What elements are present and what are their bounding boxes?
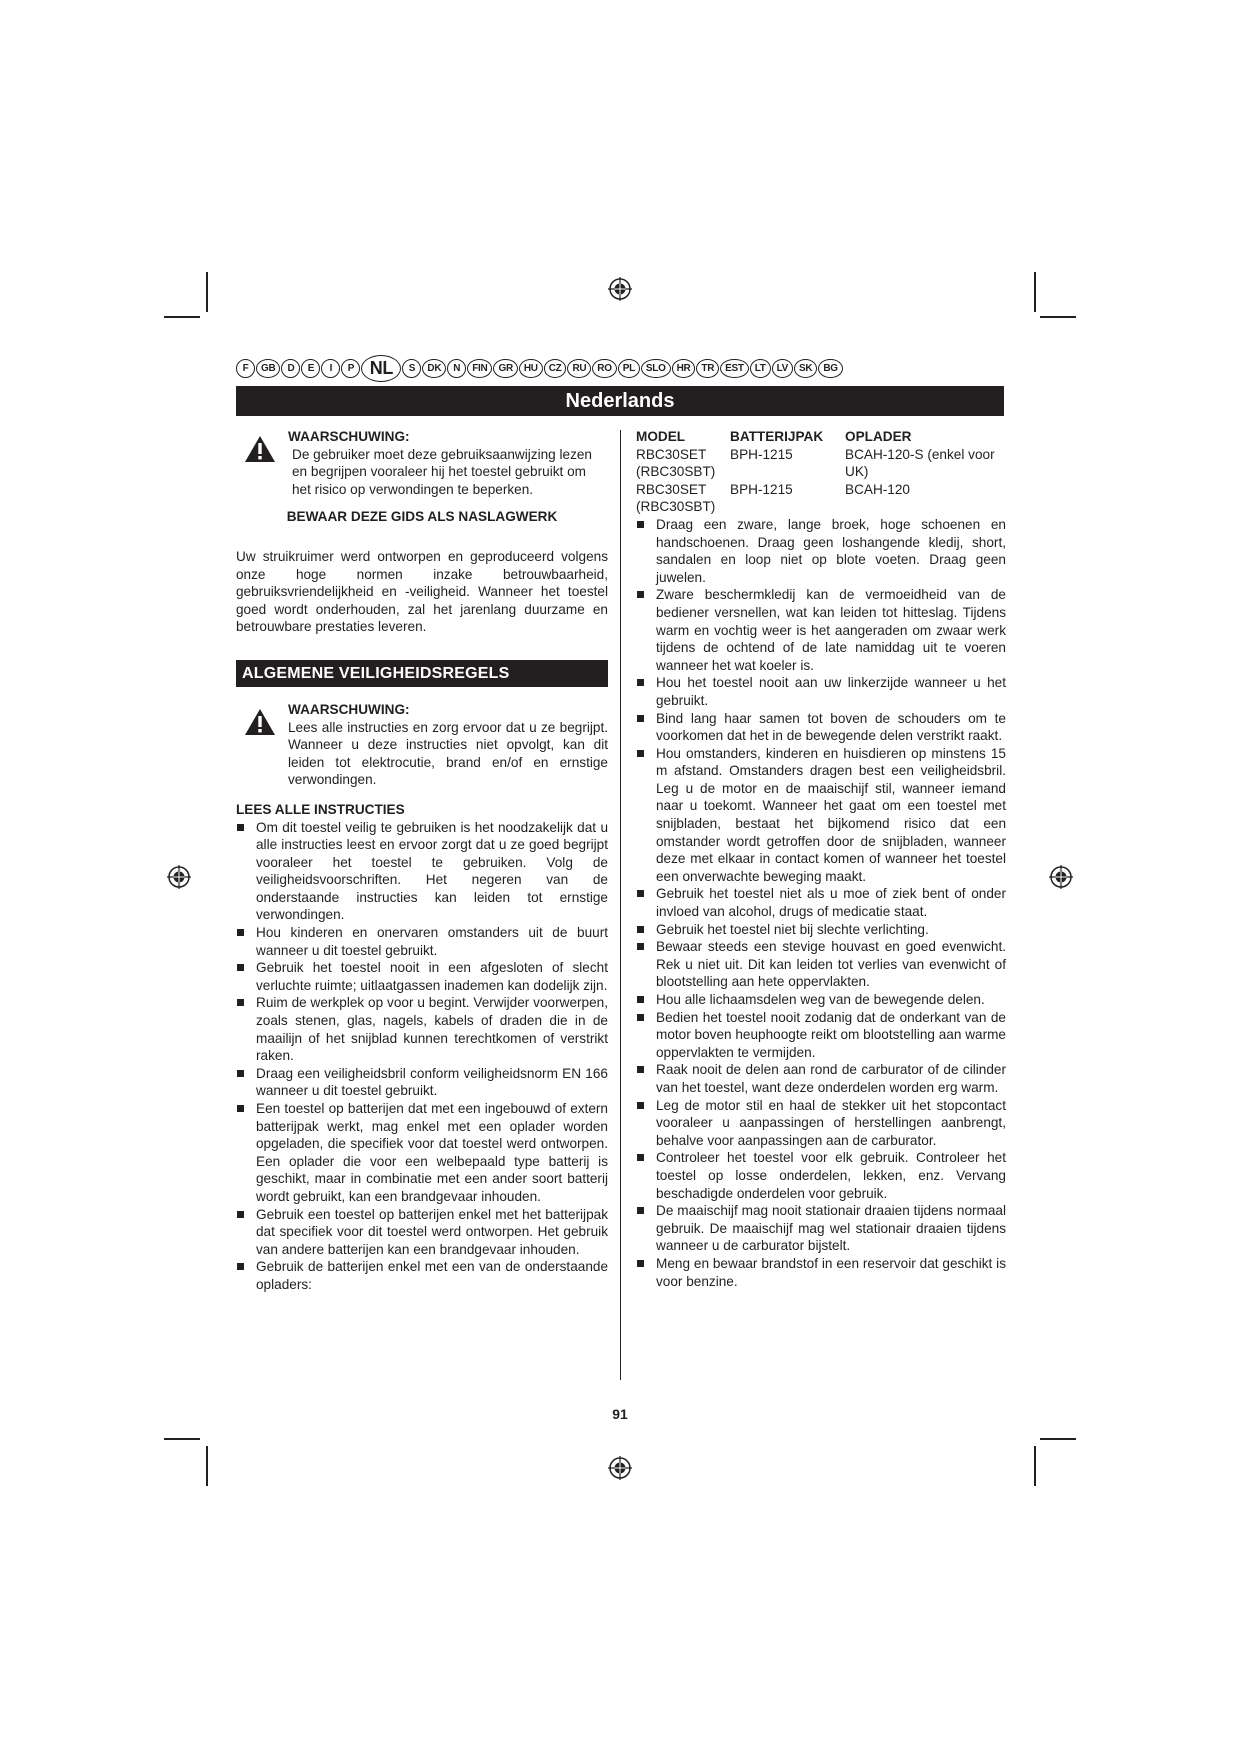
- crop-mark-top-left-vertical: [206, 272, 208, 312]
- crop-mark-top-left-horizontal: [164, 316, 200, 318]
- language-tab-i[interactable]: I: [321, 359, 340, 378]
- table-row: [636, 446, 1005, 481]
- list-item: [636, 921, 1006, 939]
- list-item: [636, 710, 1006, 745]
- list-item-text: Gebruik het toestel niet bij slechte verlichting.: [656, 921, 929, 937]
- bullet-square-icon: [237, 929, 244, 936]
- list-item: [636, 991, 1006, 1009]
- list-item-text: Bewaar steeds een stevige houvast en goed evenwicht. Rek u niet uit. Dit kan leiden tot verlies van evenwicht of blootstelling aan hete oppervlakten.: [656, 939, 1006, 990]
- section-warning: [236, 701, 608, 789]
- page-title-text: Nederlands: [565, 389, 675, 412]
- list-item: [636, 674, 1006, 709]
- intro-warning-text: De gebruiker moet deze gebruiksaanwijzing lezen en begrijpen vooraleer hij het toestel gebruikt om het risico op verwondingen te beperken.: [292, 446, 592, 497]
- bullet-square-icon: [637, 1102, 644, 1109]
- page-number: 91: [612, 1406, 628, 1422]
- language-tab-s[interactable]: S: [402, 359, 421, 378]
- bullet-square-icon: [637, 521, 644, 528]
- table-cell: RBC30SET (RBC30SBT): [636, 481, 716, 515]
- model-table-header-cell: OPLADER: [845, 429, 912, 444]
- list-item-text: Meng en bewaar brandstof in een reservoir dat geschikt is voor benzine.: [656, 1255, 1006, 1289]
- crop-mark-bottom-left-horizontal: [164, 1438, 200, 1440]
- table-row: [636, 481, 1005, 516]
- bullet-square-icon: [637, 591, 644, 598]
- language-tab-f[interactable]: F: [236, 359, 255, 378]
- list-item: [236, 924, 608, 959]
- language-tab-fin[interactable]: FIN: [467, 359, 492, 378]
- list-item: [236, 1206, 608, 1259]
- bullet-square-icon: [637, 1014, 644, 1021]
- list-item-text: Bedien het toestel nooit zodanig dat de onderkant van de motor boven heuphoogte reikt om blootstelling aan warme oppervlakten te vermijden.: [656, 1009, 1006, 1060]
- list-item-text: Hou omstanders, kinderen en huisdieren op minstens 15 m afstand. Omstanders dragen best een veiligheidsbril. Leg u de motor en de maaischijf stil, wanneer iemand naar u toekomt. Wanneer het gaat om een toestel met snijbladen, bestaat het bijkomend risico dat een omstander wordt getroffen door de snijbladen, wanneer deze met elkaar in contact komen of wanneer het toestel een onverwachte beweging maakt.: [656, 745, 1006, 884]
- language-tab-gr[interactable]: GR: [493, 359, 517, 378]
- list-item-text: Zware beschermkledij kan de vermoeidheid van de bediener versnellen, wat kan leiden tot hitteslag. Tijdens warm en vochtig weer is het aangeraden om zwaar werk tijdens de ochtend of de late namiddag uit te voeren wanneer het wat koeler is.: [656, 587, 1006, 673]
- page-title: [236, 386, 1004, 416]
- list-item: [636, 1097, 1006, 1150]
- warning-triangle-icon: [244, 435, 276, 463]
- list-item: [636, 1202, 1006, 1255]
- language-tab-d[interactable]: D: [281, 359, 300, 378]
- list-item: [236, 1258, 608, 1293]
- list-item: [236, 1065, 608, 1100]
- language-tab-pl[interactable]: PL: [618, 359, 640, 378]
- list-item-text: Gebruik het toestel niet als u moe of ziek bent of onder invloed van alcohol, drugs of medicatie staat.: [656, 886, 1006, 920]
- list-item-text: Ruim de werkplek op voor u begint. Verwijder voorwerpen, zoals stenen, glas, nagels, kabels of draden die in de maailijn of het snijblad kunnen terechtkomen of verstrikt raken.: [256, 995, 608, 1064]
- table-cell: BCAH-120-S (enkel voor UK): [845, 446, 995, 480]
- list-item-text: Hou het toestel nooit aan uw linkerzijde wanneer u het gebruikt.: [656, 675, 1006, 708]
- table-cell: RBC30SET (RBC30SBT): [636, 446, 716, 480]
- language-tab-est[interactable]: EST: [720, 359, 749, 378]
- bullet-square-icon: [237, 964, 244, 971]
- list-item-text: Gebruik de batterijen enkel met een van de onderstaande opladers:: [256, 1259, 608, 1292]
- list-item-text: Draag een veiligheidsbril conform veiligheidsnorm EN 166 wanneer u dit toestel gebruikt.: [256, 1065, 608, 1099]
- bullet-square-icon: [637, 926, 644, 933]
- section-heading: [236, 660, 608, 687]
- section-warning-title: WAARSCHUWING:: [288, 701, 410, 717]
- bullet-square-icon: [637, 1260, 644, 1267]
- crop-mark-bottom-left-vertical: [206, 1446, 208, 1486]
- bullet-square-icon: [637, 890, 644, 897]
- registration-mark-icon: [1049, 865, 1073, 889]
- list-item: [236, 959, 608, 994]
- language-tab-ru[interactable]: RU: [567, 359, 591, 378]
- bullet-square-icon: [637, 679, 644, 686]
- intro-warning-title: WAARSCHUWING:: [288, 429, 410, 444]
- model-table: [636, 428, 1005, 516]
- list-item-text: Hou kinderen en onervaren omstanders uit de buurt wanneer u dit toestel gebruikt.: [256, 925, 608, 958]
- left-column: [236, 428, 608, 1294]
- list-item: [636, 938, 1006, 991]
- list-item-text: Gebruik het toestel nooit in een afgesloten of slecht verluchte ruimte; uitlaatgassen inademen kan dodelijk zijn.: [256, 960, 608, 993]
- language-tab-hr[interactable]: HR: [672, 359, 696, 378]
- model-table-header-cell: MODEL: [636, 429, 686, 444]
- language-tab-n[interactable]: N: [447, 359, 466, 378]
- bullet-square-icon: [237, 1211, 244, 1218]
- language-tab-bg[interactable]: BG: [818, 359, 842, 378]
- list-item-text: Controleer het toestel voor elk gebruik. Controleer het toestel op losse onderdelen, lekken, enz. Vervang beschadigde onderdelen voor gebruik.: [656, 1150, 1006, 1201]
- language-tab-lt[interactable]: LT: [750, 359, 771, 378]
- list-item: [636, 1009, 1006, 1062]
- list-item: [636, 586, 1006, 674]
- crop-mark-top-right-horizontal: [1040, 316, 1076, 318]
- column-divider: [620, 430, 621, 1380]
- crop-mark-bottom-right-vertical: [1034, 1446, 1036, 1486]
- language-tab-hu[interactable]: HU: [519, 359, 543, 378]
- section-warning-text: Lees alle instructies en zorg ervoor dat u ze begrijpt. Wanneer u deze instructies niet opvolgt, kan dit leiden tot elektrocutie, brand en/of en ernstige verwondingen.: [288, 719, 608, 788]
- bullet-square-icon: [237, 824, 244, 831]
- table-cell: BPH-1215: [730, 481, 793, 497]
- list-item: [636, 1149, 1006, 1202]
- intro-paragraph: Uw struikruimer werd ontworpen en geproduceerd volgens onze hoge normen inzake betrouwbaarheid, gebruiksvriendelijkheid en -veiligheid. Wanneer het toestel goed wordt onderhouden, zal het jarenlang duurzame en betrouwbare prestaties leveren.: [236, 548, 608, 635]
- registration-mark-icon: [167, 865, 191, 889]
- bullet-square-icon: [637, 1066, 644, 1073]
- language-tab-dk[interactable]: DK: [422, 359, 446, 378]
- language-tab-p[interactable]: P: [341, 359, 360, 378]
- language-selector-bar: [236, 353, 1006, 383]
- table-cell: BCAH-120: [845, 481, 910, 497]
- list-item: [636, 1061, 1006, 1096]
- list-item: [636, 885, 1006, 920]
- language-tab-tr[interactable]: TR: [696, 359, 719, 378]
- list-item: [636, 745, 1006, 886]
- language-tab-ro[interactable]: RO: [592, 359, 616, 378]
- language-tab-e[interactable]: E: [301, 359, 320, 378]
- bullet-square-icon: [637, 750, 644, 757]
- warning-triangle-icon: [244, 708, 276, 736]
- intro-warning: [236, 428, 608, 498]
- list-item-text: De maaischijf mag nooit stationair draaien tijdens normaal gebruik. De maaischijf mag wel stationair draaien tijdens wanneer u de carburator bijstelt.: [656, 1203, 1006, 1254]
- list-item-text: Bind lang haar samen tot boven de schouders om te voorkomen dat het in de bewegende delen verstrikt raakt.: [656, 710, 1006, 744]
- list-item-text: Gebruik een toestel op batterijen enkel met het batterijpak dat specifiek voor dit toestel werd ontworpen. Het gebruik van andere batterijen kan een brandgevaar inhouden.: [256, 1206, 608, 1257]
- language-tab-gb[interactable]: GB: [256, 359, 280, 378]
- bullet-square-icon: [637, 996, 644, 1003]
- registration-mark-icon: [608, 277, 632, 301]
- list-item-text: Draag een zware, lange broek, hoge schoenen en handschoenen. Draag geen loshangende kledij, short, sandalen en loop niet op blote voeten. Draag geen juwelen.: [656, 516, 1006, 585]
- language-tab-nl[interactable]: NL: [361, 355, 401, 382]
- language-tab-slo[interactable]: SLO: [641, 359, 671, 378]
- right-bullet-list: [636, 516, 1006, 1290]
- bullet-square-icon: [637, 943, 644, 950]
- model-table-header: [636, 428, 1005, 446]
- bullet-square-icon: [237, 999, 244, 1006]
- bullet-square-icon: [637, 715, 644, 722]
- section-heading-text: ALGEMENE VEILIGHEIDSREGELS: [242, 664, 510, 682]
- crop-mark-bottom-right-horizontal: [1040, 1438, 1076, 1440]
- keep-guide-notice: BEWAAR DEZE GIDS ALS NASLAGWERK: [286, 509, 558, 525]
- language-tab-lv[interactable]: LV: [772, 359, 793, 378]
- bullet-square-icon: [637, 1207, 644, 1214]
- model-table-header-cell: BATTERIJPAK: [730, 429, 824, 444]
- language-tab-cz[interactable]: CZ: [544, 359, 567, 378]
- list-item-text: Raak nooit de delen aan rond de carburator of de cilinder van het toestel, want deze onderdelen worden erg warm.: [656, 1062, 1006, 1095]
- bullet-square-icon: [237, 1263, 244, 1270]
- list-item: [636, 516, 1006, 586]
- list-item: [236, 819, 608, 925]
- bullet-square-icon: [237, 1070, 244, 1077]
- table-cell: BPH-1215: [730, 446, 793, 462]
- language-tab-sk[interactable]: SK: [794, 359, 817, 378]
- bullet-square-icon: [237, 1105, 244, 1112]
- right-column: [636, 428, 1006, 1290]
- list-item-text: Hou alle lichaamsdelen weg van de bewegende delen.: [656, 992, 985, 1007]
- list-item: [636, 1255, 1006, 1290]
- registration-mark-icon: [608, 1456, 632, 1480]
- list-item: [236, 1100, 608, 1206]
- list-item-text: Leg de motor stil en haal de stekker uit het stopcontact vooraleer u aanpassingen of herstellingen aanbrengt, behalve voor aanpassingen aan de carburator.: [656, 1097, 1006, 1148]
- crop-mark-top-right-vertical: [1034, 272, 1036, 312]
- list-item: [236, 994, 608, 1064]
- list-item-text: Een toestel op batterijen dat met een ingebouwd of extern batterijpak werkt, mag enkel met een oplader worden opgeladen, die specifiek voor dat toestel werd ontworpen. Een oplader die voor een welbepaald type batterij is geschikt, maar in combinatie met een ander soort batterij wordt gebruikt, kan een brandgevaar inhouden.: [256, 1101, 608, 1204]
- bullet-square-icon: [637, 1154, 644, 1161]
- read-all-heading: LEES ALLE INSTRUCTIES: [236, 801, 405, 817]
- left-bullet-list: [236, 819, 608, 1294]
- list-item-text: Om dit toestel veilig te gebruiken is het noodzakelijk dat u alle instructies leest en ervoor zorgt dat u ze goed begrijpt vooraleer het toestel te gebruiken. Volg de veiligheidsvoorschriften. Het negeren van de onderstaande instructies kan leiden tot ernstige verwondingen.: [256, 819, 608, 923]
